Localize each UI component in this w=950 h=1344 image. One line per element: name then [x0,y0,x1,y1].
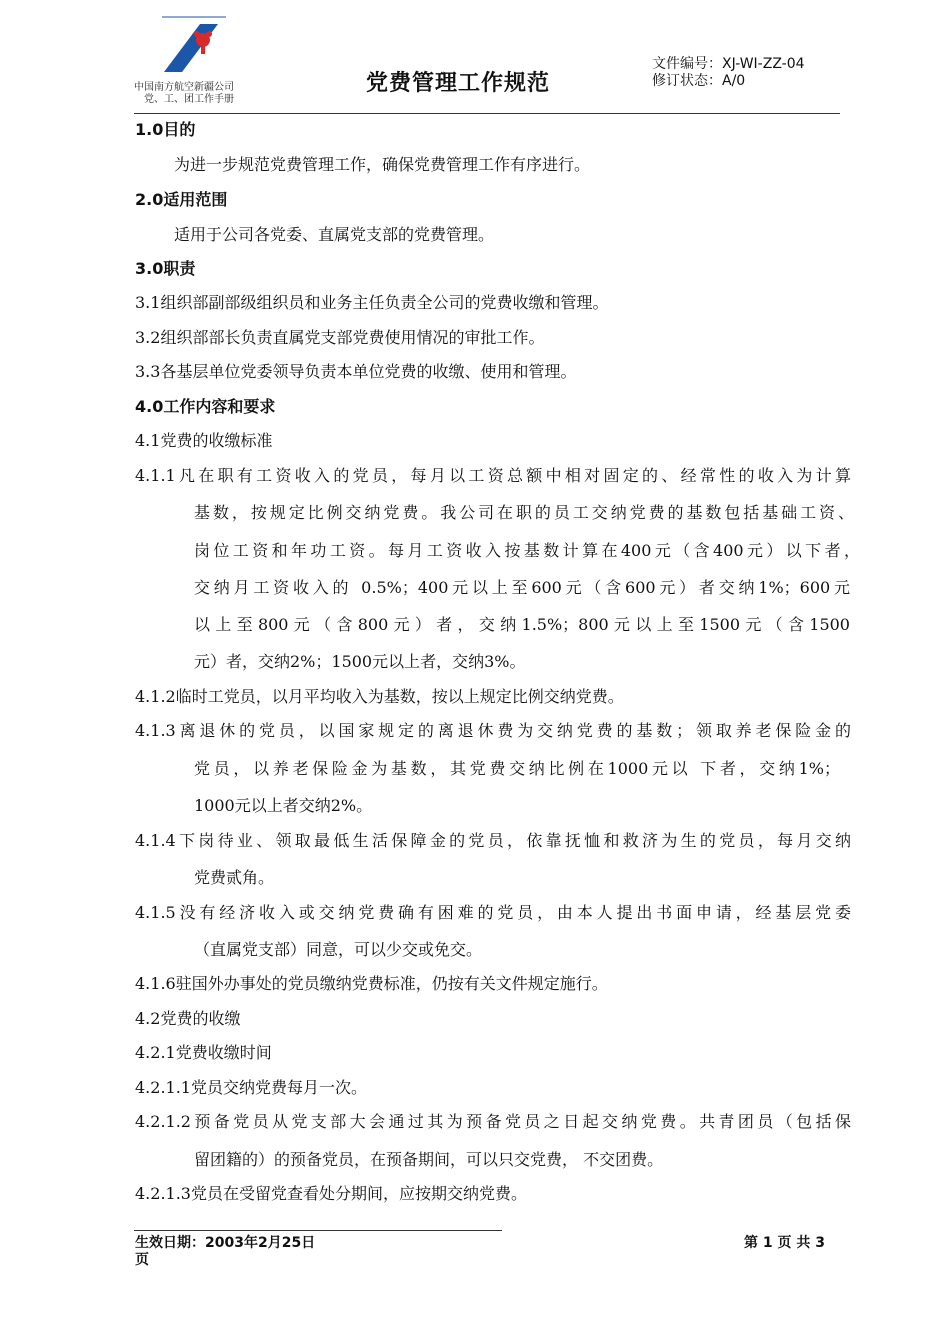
list-item-continuation: 元）者，交纳2%；1500元以上者，交纳3%。 [194,652,526,671]
list-item-continuation: 党员，以养老保险金为基数，其党费交纳比例在1000元以 下者，交纳1%； [194,759,840,778]
section-heading: 3.0职责 [135,259,196,278]
section-heading: 1.0目的 [135,120,196,139]
list-item-continuation: 党费贰角。 [194,868,275,887]
list-item: 4.1.2临时工党员，以月平均收入为基数，按以上规定比例交纳党费。 [135,687,624,706]
page-info: 第 1 页 共 3 [744,1235,825,1251]
company-logo [160,14,228,78]
list-item: 4.1党费的收缴标准 [135,431,273,450]
header-divider [134,113,840,114]
list-item: 4.1.5没有经济收入或交纳党费确有困难的党员，由本人提出书面申请，经基层党委 [135,903,851,922]
company-name: 中国南方航空新疆公司 [134,82,234,93]
effective-date: 生效日期：2003年2月25日 [135,1235,316,1251]
list-item: 4.2党费的收缴 [135,1009,241,1028]
list-item: 3.1组织部副部级组织员和业务主任负责全公司的党费收缴和管理。 [135,293,609,312]
list-item: 4.1.1凡在职有工资收入的党员，每月以工资总额中相对固定的、经常性的收入为计算 [135,466,851,485]
list-item: 4.2.1党费收缴时间 [135,1043,272,1062]
section-heading: 2.0适用范围 [135,190,228,209]
list-item-continuation: 交纳月工资收入的 0.5%；400元以上至600元（含600元）者交纳1%；600元 [194,578,850,597]
list-item: 4.2.1.3党员在受留党查看处分期间，应按期交纳党费。 [135,1184,527,1203]
list-item-continuation: 留团籍的）的预备党员，在预备期间，可以只交党费， 不交团费。 [194,1150,664,1169]
list-item-continuation: （直属党支部）同意，可以少交或免交。 [194,940,483,959]
company-block [134,82,234,106]
document-meta [652,56,805,90]
footer-divider [134,1230,502,1231]
list-item: 4.1.6驻国外办事处的党员缴纳党费标准，仍按有关文件规定施行。 [135,974,608,993]
manual-name: 党、工、团工作手册 [144,94,234,105]
list-item: 3.2组织部部长负责直属党支部党费使用情况的审批工作。 [135,328,545,347]
paragraph: 为进一步规范党费管理工作，确保党费管理工作有序进行。 [174,155,591,174]
page-info-continuation: 页 [135,1252,149,1268]
paragraph: 适用于公司各党委、直属党支部的党费管理。 [174,225,495,244]
list-item: 3.3各基层单位党委领导负责本单位党费的收缴、使用和管理。 [135,362,577,381]
list-item: 4.1.4下岗待业、领取最低生活保障金的党员，依靠抚恤和救济为生的党员，每月交纳 [135,831,851,850]
section-heading: 4.0工作内容和要求 [135,397,276,416]
revision-status: 修订状态：A/0 [652,73,746,89]
list-item-continuation: 基数，按规定比例交纳党费。我公司在职的员工交纳党费的基数包括基础工资、 [194,503,854,522]
list-item: 4.1.3离退休的党员，以国家规定的离退休费为交纳党费的基数；领取养老保险金的 [135,721,851,740]
file-number: 文件编号：XJ-WI-ZZ-04 [652,56,805,72]
list-item-continuation: 岗位工资和年功工资。每月工资收入按基数计算在400元（含400元）以下者， [194,541,860,560]
list-item: 4.2.1.2预备党员从党支部大会通过其为预备党员之日起交纳党费。共青团员（包括保 [135,1112,851,1131]
list-item-continuation: 1000元以上者交纳2%。 [194,796,373,815]
list-item-continuation: 以上至800元（含800元）者，交纳1.5%；800元以上至1500元（含1500 [194,615,850,634]
document-title: 党费管理工作规范 [366,71,551,96]
list-item: 4.2.1.1党员交纳党费每月一次。 [135,1078,367,1097]
